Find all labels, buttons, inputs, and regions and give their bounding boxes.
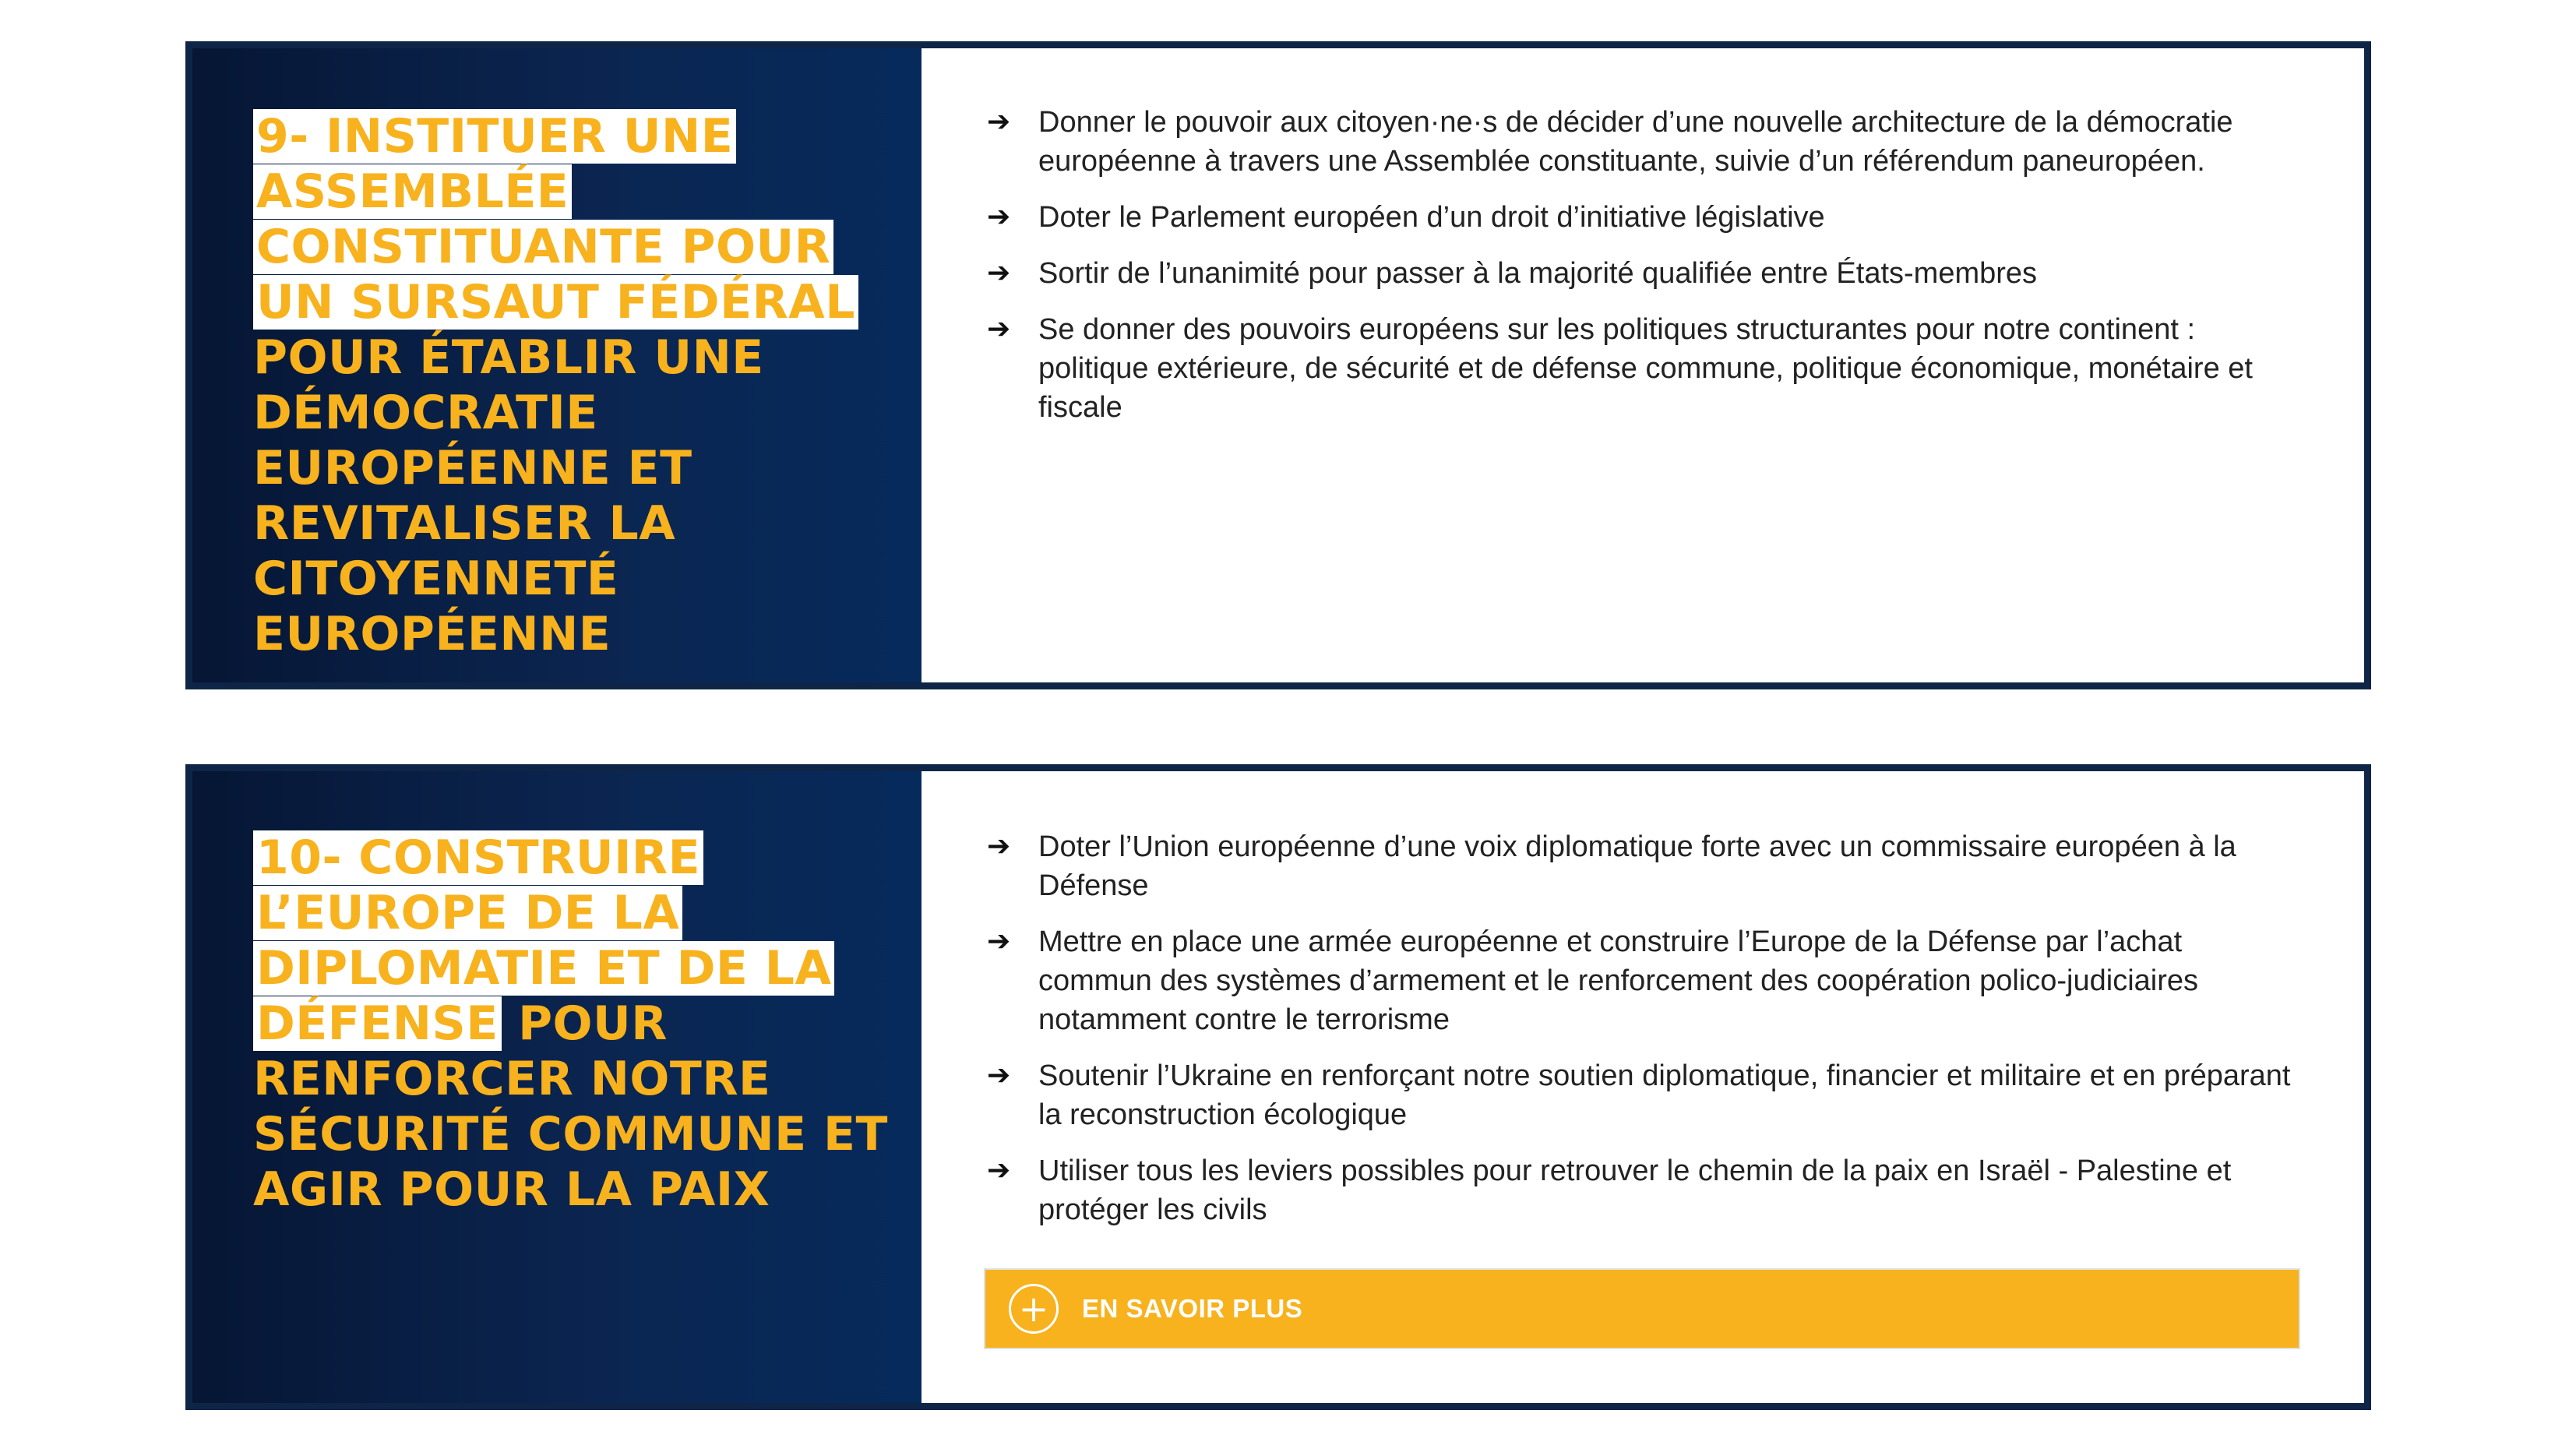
card-title — [253, 109, 911, 662]
arrow-right-icon: ➔ — [987, 1155, 1011, 1186]
list-item-text: Utiliser tous les leviers possibles pour retrouver le chemin de la paix en Israël - Palestine et protéger les civils — [1038, 1155, 2232, 1226]
card-title-panel — [192, 48, 922, 682]
program-card-10 — [185, 764, 2371, 1410]
card-title — [253, 830, 911, 1218]
arrow-right-icon: ➔ — [987, 313, 1011, 345]
card-title-highlight: 10- CONSTRUIRE L’EUROPE DE LA DIPLOMATIE ET DE LA DÉFENSE — [253, 830, 834, 1051]
list-item-text: Soutenir l’Ukraine en renforçant notre soutien diplomatique, financier et militaire et en préparant la reconstruction écologique — [1038, 1059, 2291, 1131]
list-item — [987, 103, 2302, 181]
arrow-right-icon: ➔ — [987, 257, 1011, 289]
card-title-rest: POUR RENFORCER NOTRE SÉCURITÉ COMMUNE ET AGIR POUR LA PAIX — [253, 996, 888, 1217]
list-item-text: Sortir de l’unanimité pour passer à la majorité qualifiée entre États-membres — [1038, 257, 2038, 290]
list-item — [987, 922, 2302, 1039]
list-item-text: Doter l’Union européenne d’une voix diplomatique forte avec un commissaire européen à la Défense — [1038, 830, 2236, 902]
card-content — [922, 48, 2364, 682]
arrow-right-icon: ➔ — [987, 201, 1011, 233]
list-item — [987, 1151, 2302, 1229]
card-title-rest: POUR ÉTABLIR UNE DÉMOCRATIE EUROPÉENNE ET REVITALISER LA CITOYENNETÉ EUROPÉENNE — [253, 330, 764, 661]
card-content — [922, 771, 2364, 1403]
list-item-text: Doter le Parlement européen d’un droit d’initiative législative — [1038, 201, 1825, 234]
plus-circle-icon: + — [1009, 1284, 1059, 1334]
list-item — [987, 1056, 2302, 1134]
list-item — [987, 310, 2302, 427]
list-item-text: Mettre en place une armée européenne et construire l’Europe de la Défense par l’achat commun des systèmes d’armement et le renforcement des coopération polico-judiciaires notamment contre le terrorisme — [1038, 925, 2199, 1036]
learn-more-label: EN SAVOIR PLUS — [1082, 1294, 1303, 1323]
card-title-panel — [192, 771, 922, 1403]
list-item — [987, 254, 2302, 293]
program-card-9 — [185, 41, 2371, 689]
learn-more-button[interactable] — [984, 1268, 2300, 1349]
bullet-list — [987, 103, 2302, 427]
list-item-text: Se donner des pouvoirs européens sur les politiques structurantes pour notre continent : politique extérieure, de sécurité et de défense commune, politique économique, monétaire et fiscale — [1038, 313, 2253, 424]
list-item — [987, 827, 2302, 905]
arrow-right-icon: ➔ — [987, 925, 1011, 957]
list-item — [987, 198, 2302, 237]
card-title-highlight: 9- INSTITUER UNE ASSEMBLÉE CONSTITUANTE POUR UN SURSAUT FÉDÉRAL — [253, 109, 858, 330]
arrow-right-icon: ➔ — [987, 830, 1011, 862]
arrow-right-icon: ➔ — [987, 1059, 1011, 1091]
arrow-right-icon: ➔ — [987, 106, 1011, 138]
list-item-text: Donner le pouvoir aux citoyen·ne·s de décider d’une nouvelle architecture de la démocratie européenne à travers une Assemblée constituante, suivie d’un référendum paneuropéen. — [1038, 106, 2233, 178]
bullet-list — [987, 827, 2302, 1229]
